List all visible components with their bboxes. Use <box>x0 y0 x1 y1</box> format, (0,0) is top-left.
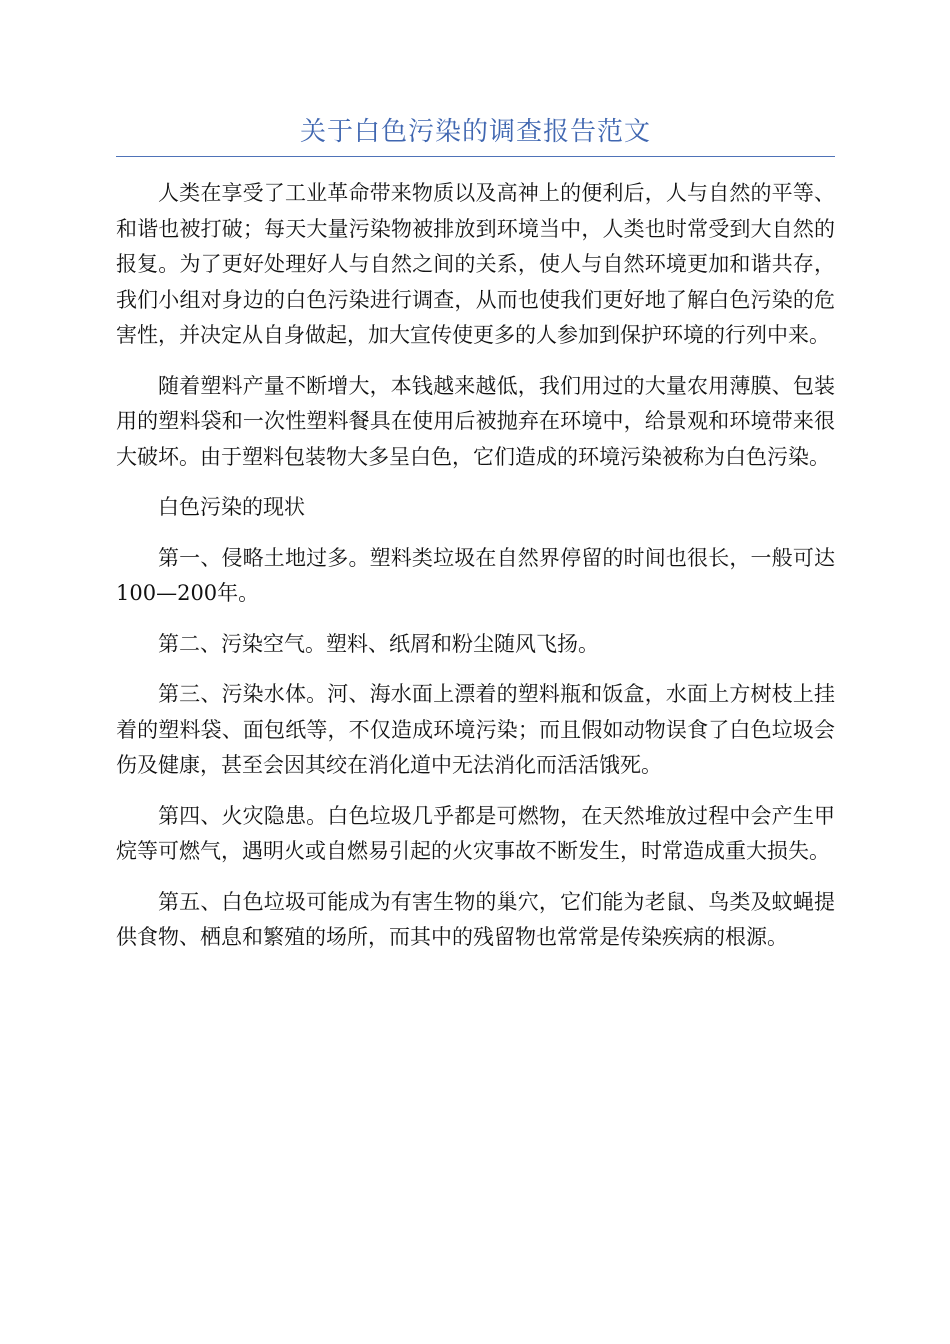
point-1-paragraph: 第一、侵略土地过多。塑料类垃圾在自然界停留的时间也很长，一般可达100—200年。 <box>116 545 835 605</box>
section-heading-status: 白色污染的现状 <box>158 495 305 519</box>
point-5-paragraph: 第五、白色垃圾可能成为有害生物的巢穴，它们能为老鼠、鸟类及蚊蝇提供食物、栖息和繁殖的场所，而其中的残留物也常常是传染疾病的根源。 <box>116 889 835 949</box>
title-block <box>116 112 835 157</box>
intro-paragraph: 人类在享受了工业革命带来物质以及高神上的便利后，人与自然的平等、和谐也被打破；每天大量污染物被排放到环境当中，人类也时常受到大自然的报复。为了更好处理好人与自然之间的关系，使人与自然环境更加和谐共存，我们小组对身边的白色污染进行调查，从而也使我们更好地了解白色污染的危害性，并决定从自身做起，加大宣传使更多的人参加到保护环境的行列中来。 <box>116 181 835 347</box>
document-title: 关于白色污染的调查报告范文 <box>299 117 651 147</box>
background-paragraph: 随着塑料产量不断增大，本钱越来越低，我们用过的大量农用薄膜、包装用的塑料袋和一次性塑料餐具在使用后被抛弃在环境中，给景观和环境带来很大破坏。由于塑料包装物大多呈白色，它们造成的环境污染被称为白色污染。 <box>116 373 835 469</box>
point-2-paragraph: 第二、污染空气。塑料、纸屑和粉尘随风飞扬。 <box>158 631 599 656</box>
point-3-paragraph: 第三、污染水体。河、海水面上漂着的塑料瓶和饭盒，水面上方树枝上挂着的塑料袋、面包纸等，不仅造成环境污染；而且假如动物误食了白色垃圾会伤及健康，甚至会因其绞在消化道中无法消化而活活饿死。 <box>116 682 835 777</box>
document-body <box>116 176 835 971</box>
point-4-paragraph: 第四、火灾隐患。白色垃圾几乎都是可燃物，在天然堆放过程中会产生甲烷等可燃气，遇明火或自燃易引起的火灾事故不断发生，时常造成重大损失。 <box>116 803 835 863</box>
